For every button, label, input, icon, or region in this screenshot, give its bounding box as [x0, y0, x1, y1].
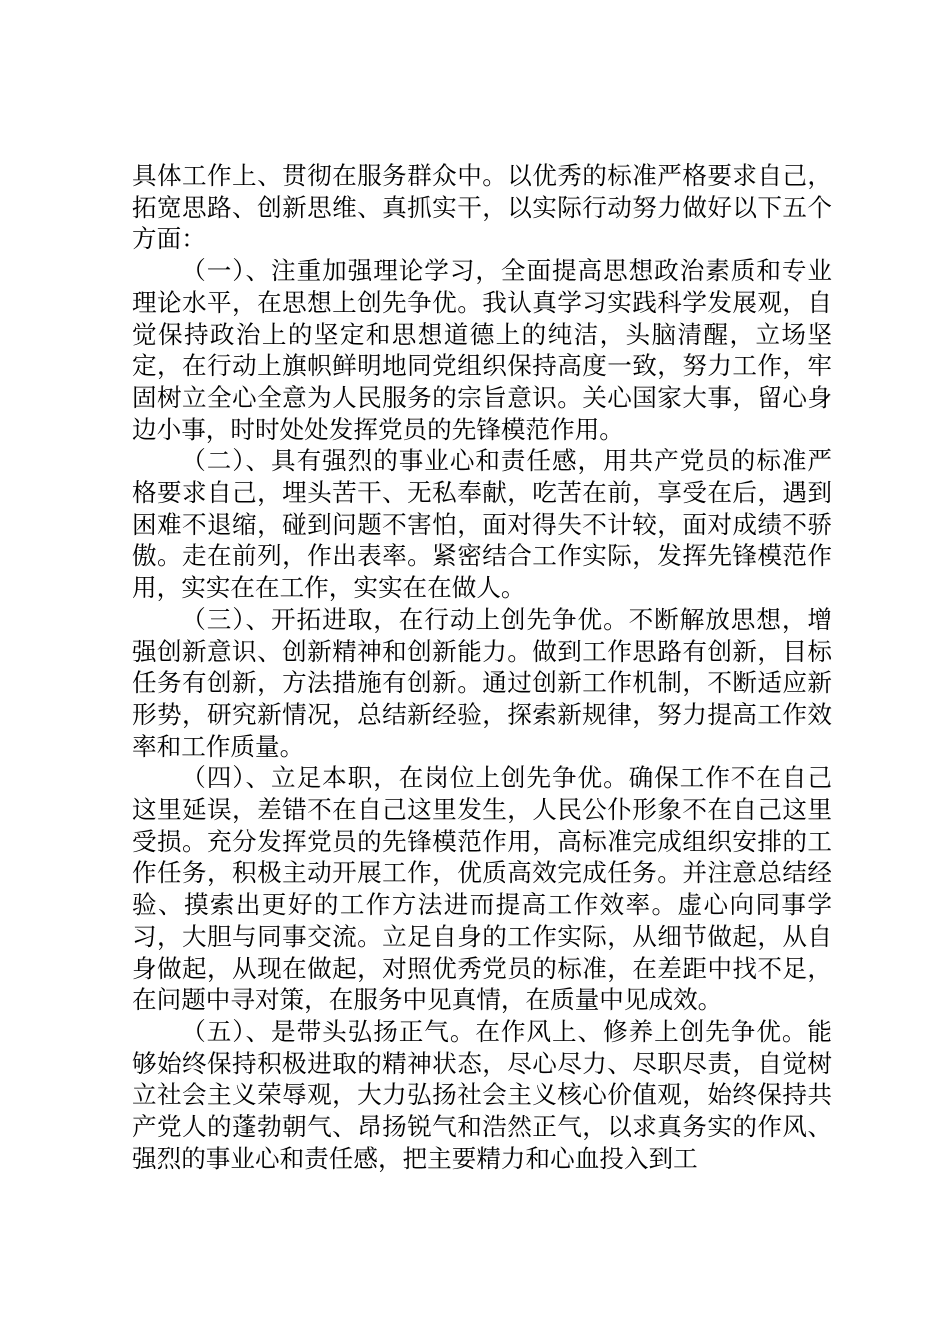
- paragraph-section-2: （二）、具有强烈的事业心和责任感，用共产党员的标准严格要求自己，埋头苦干、无私奉献，吃苦在前，享受在后，遇到困难不退缩，碰到问题不害怕，面对得失不计较，面对成绩不骄傲。走在前列，作出表率。紧密结合工作实际，发挥先锋模范作用，实实在在工作，实实在在做人。: [132, 446, 832, 603]
- paragraph-section-3: （三）、开拓进取，在行动上创先争优。不断解放思想，增强创新意识、创新精神和创新能力。做到工作思路有创新，目标任务有创新，方法措施有创新。通过创新工作机制，不断适应新形势，研究新情况，总结新经验，探索新规律，努力提高工作效率和工作质量。: [132, 604, 832, 761]
- document-body: [132, 160, 832, 1175]
- paragraph-section-1: （一）、注重加强理论学习，全面提高思想政治素质和专业理论水平，在思想上创先争优。我认真学习实践科学发展观，自觉保持政治上的坚定和思想道德上的纯洁，头脑清醒，立场坚定，在行动上旗帜鲜明地同党组织保持高度一致，努力工作，牢固树立全心全意为人民服务的宗旨意识。关心国家大事，留心身边小事，时时处处发挥党员的先锋模范作用。: [132, 256, 832, 444]
- paragraph-section-4: （四）、立足本职，在岗位上创先争优。确保工作不在自己这里延误，差错不在自己这里发生，人民公仆形象不在自己这里受损。充分发挥党员的先锋模范作用，高标准完成组织安排的工作任务，积极主动开展工作，优质高效完成任务。并注意总结经验、摸索出更好的工作方法进而提高工作效率。虚心向同事学习，大胆与同事交流。立足自身的工作实际，从细节做起，从自身做起，从现在做起，对照优秀党员的标准，在差距中找不足，在问题中寻对策，在服务中见真情，在质量中见成效。: [132, 763, 832, 1015]
- paragraph-continuation: 具体工作上、贯彻在服务群众中。以优秀的标准严格要求自己，拓宽思路、创新思维、真抓实干，以实际行动努力做好以下五个方面：: [132, 161, 832, 254]
- paragraph-section-5: （五）、是带头弘扬正气。在作风上、修养上创先争优。能够始终保持积极进取的精神状态，尽心尽力、尽职尽责，自觉树立社会主义荣辱观，大力弘扬社会主义核心价值观，始终保持共产党人的蓬勃朝气、昂扬锐气和浩然正气，以求真务实的作风、强烈的事业心和责任感，把主要精力和心血投入到工: [132, 1016, 832, 1173]
